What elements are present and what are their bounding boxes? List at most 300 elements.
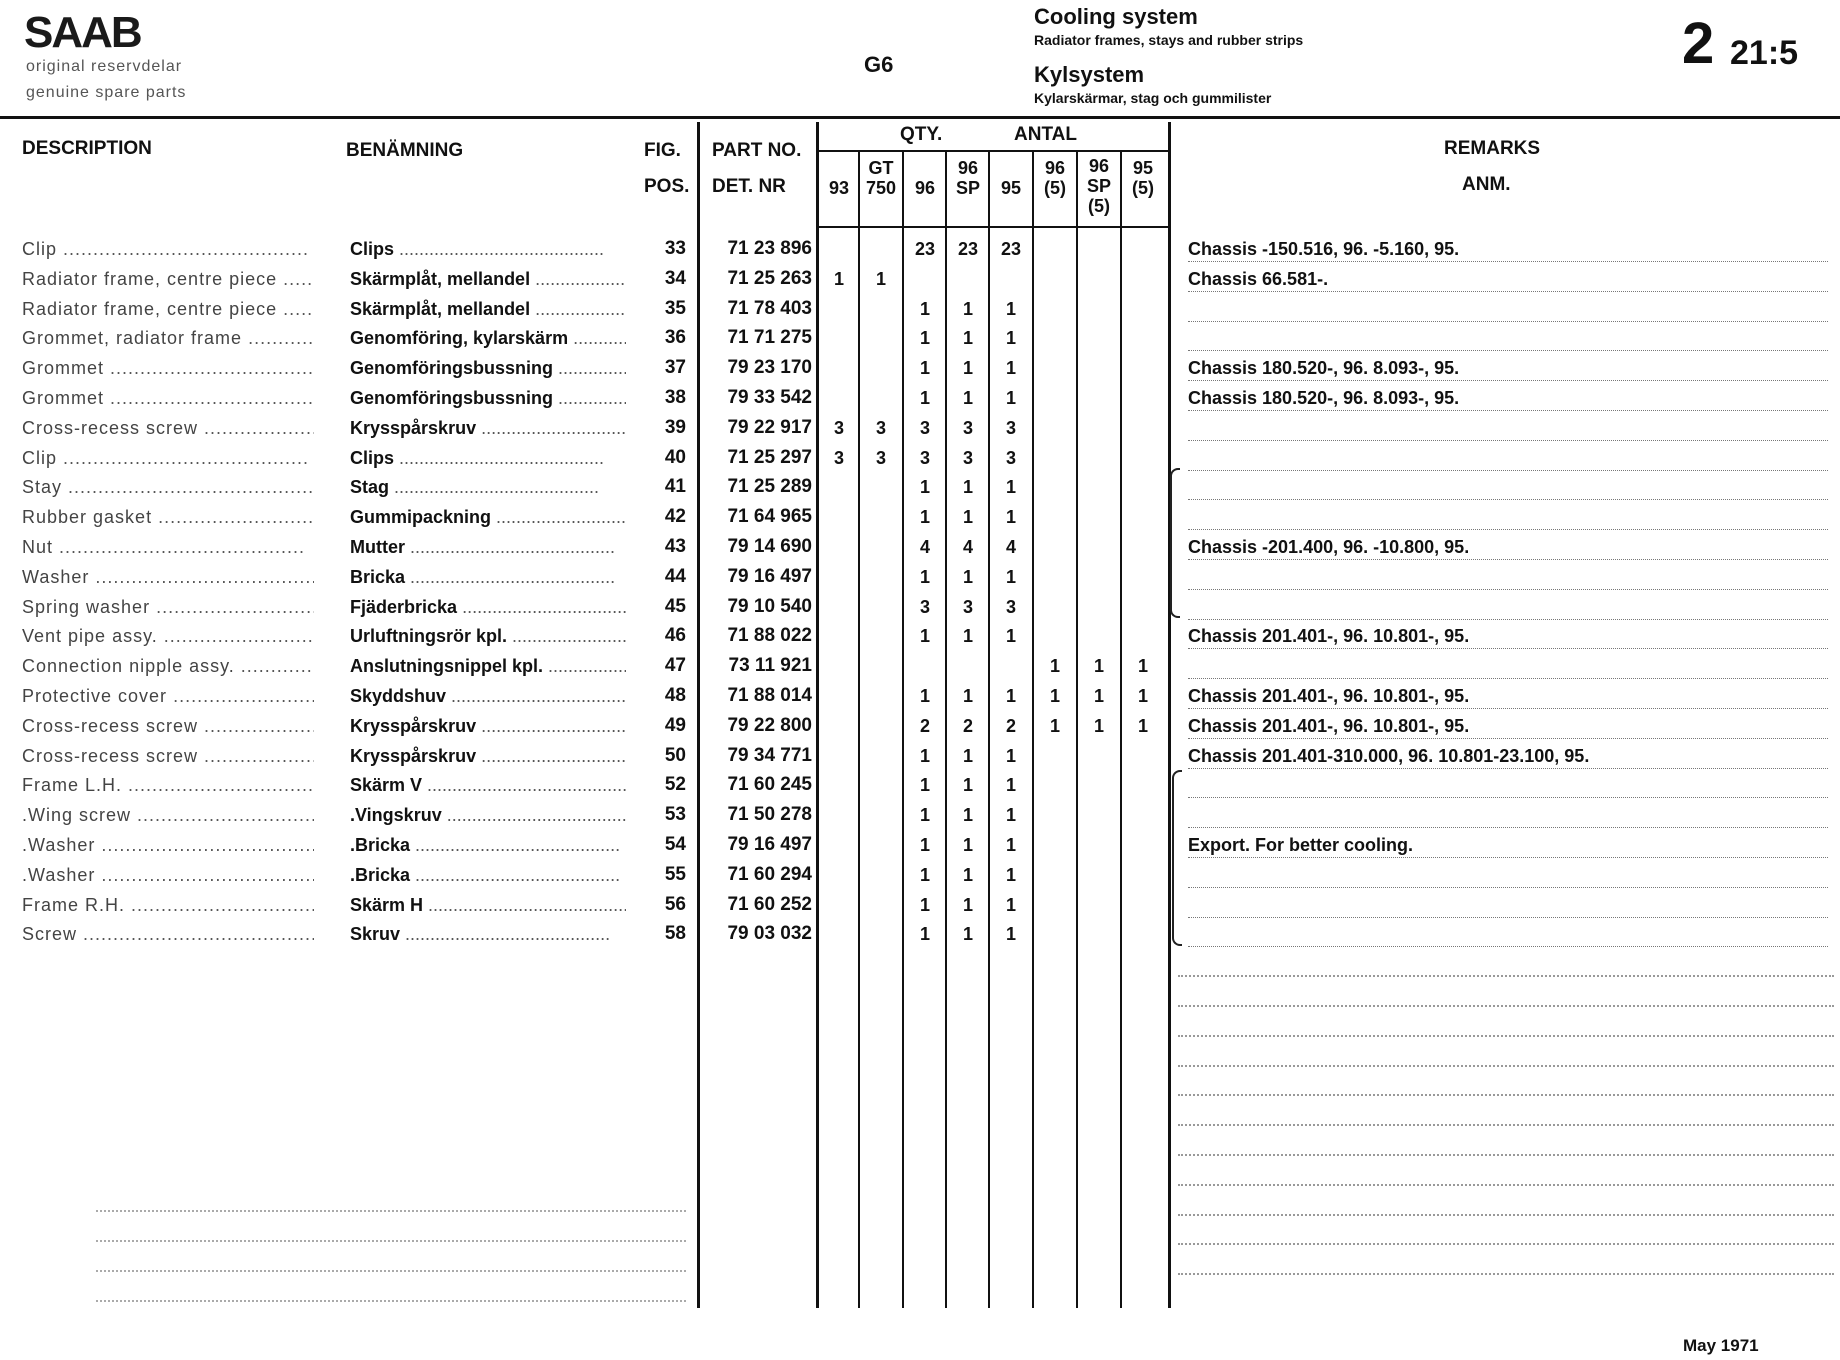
- qty-cell: [1034, 532, 1076, 562]
- remark-cell: [1188, 294, 1828, 322]
- qty-cell: [947, 651, 989, 681]
- qty-cell: [1122, 919, 1164, 949]
- qty-cell: [1034, 413, 1076, 443]
- table-row: [0, 234, 1840, 264]
- remark-cell: [1188, 800, 1828, 828]
- col-description: DESCRIPTION: [22, 138, 152, 159]
- qty-cell: [1122, 383, 1164, 413]
- qty-col-header-top: 96: [957, 158, 979, 178]
- qty-cell: 1: [875, 268, 886, 289]
- remark-cell: [1188, 323, 1828, 351]
- group-code: G6: [864, 52, 894, 77]
- fig-pos-cell: 34: [664, 267, 686, 289]
- fig-pos-cell: 50: [664, 744, 686, 766]
- benamning-cell: Krysspårskruv .....: [350, 413, 626, 443]
- part-number-cell: 79 03 032: [727, 923, 812, 945]
- qty-cell: 1: [833, 268, 844, 289]
- empty-remark-line: [1178, 1273, 1834, 1275]
- qty-cell: 1: [1005, 745, 1016, 766]
- remark-cell: Chassis 66.581-.: [1188, 264, 1828, 292]
- qty-cell: [860, 592, 902, 622]
- qty-cell: [1034, 919, 1076, 949]
- remark-cell: [1188, 413, 1828, 441]
- qty-cell: 1: [1005, 805, 1016, 826]
- qty-cell: [860, 860, 902, 890]
- benamning-cell: Clips .....: [350, 234, 626, 264]
- part-number-cell: 71 50 278: [727, 804, 812, 826]
- qty-cell: 1: [962, 298, 973, 319]
- qty-cell: [860, 562, 902, 592]
- qty-cell: [818, 741, 860, 771]
- part-number-cell: 79 10 540: [727, 595, 812, 617]
- qty-cell: [1078, 472, 1120, 502]
- benamning-cell: .Vingskruv .....: [350, 800, 626, 830]
- col-qty: QTY.: [900, 124, 943, 145]
- description-cell: Washer .....: [22, 562, 314, 592]
- qty-cell: 3: [875, 447, 886, 468]
- description-cell: .Washer .....: [22, 860, 314, 890]
- qty-cell: 1: [962, 328, 973, 349]
- qty-cell: [1122, 413, 1164, 443]
- empty-remark-line: [1178, 1243, 1834, 1245]
- part-number-cell: 79 22 917: [727, 416, 812, 438]
- benamning-cell: .Bricka .....: [350, 830, 626, 860]
- remark-cell: Chassis 180.520-, 96. 8.093-, 95.: [1188, 353, 1828, 381]
- qty-cell: [818, 621, 860, 651]
- qty-col-header-bottom: SP: [955, 178, 980, 198]
- qty-cell: [1034, 264, 1076, 294]
- remark-brace-lower: [1172, 770, 1182, 946]
- qty-cell: [1078, 919, 1120, 949]
- qty-cell: 1: [919, 566, 930, 587]
- qty-cell: 1: [1005, 626, 1016, 647]
- qty-cell: 1: [1093, 715, 1104, 736]
- qty-cell: 1: [1049, 656, 1060, 677]
- qty-cell: [1122, 562, 1164, 592]
- qty-cell: [1122, 800, 1164, 830]
- table-row: [0, 323, 1840, 353]
- remark-cell: Chassis 201.401-, 96. 10.801-, 95.: [1188, 681, 1828, 709]
- qty-cell: [1122, 741, 1164, 771]
- table-row: [0, 711, 1840, 741]
- qty-cell: 23: [957, 239, 979, 259]
- col-remarks: REMARKS: [1444, 138, 1541, 159]
- table-row: [0, 532, 1840, 562]
- remark-cell: Chassis -201.400, 96. -10.800, 95.: [1188, 532, 1828, 560]
- qty-cell: 1: [919, 328, 930, 349]
- qty-cell: [818, 323, 860, 353]
- header-rule: [0, 116, 1840, 119]
- part-number-cell: 79 14 690: [727, 536, 812, 557]
- qty-cell: [860, 234, 902, 264]
- benamning-cell: Skärmplåt, mellandel .....: [350, 264, 626, 294]
- benamning-cell: Skyddshuv .....: [350, 681, 626, 711]
- qty-cell: [818, 532, 860, 562]
- qty-cell: [1122, 294, 1164, 324]
- col-part-no: PART NO.: [712, 140, 802, 161]
- qty-cell: [1078, 413, 1120, 443]
- qty-cell: 1: [962, 358, 973, 379]
- qty-cell: [818, 472, 860, 502]
- qty-cell: 1: [1005, 686, 1016, 706]
- remark-cell: Chassis 180.520-, 96. 8.093-, 95.: [1188, 383, 1828, 411]
- qty-cell: [860, 890, 902, 920]
- description-cell: Frame R.H. .....: [22, 890, 314, 920]
- qty-cell: [1078, 800, 1120, 830]
- qty-col-header: [1078, 156, 1120, 216]
- qty-cell: 1: [919, 477, 930, 498]
- qty-cell: [1122, 472, 1164, 502]
- qty-cell: 1: [1137, 656, 1148, 677]
- description-cell: Cross-recess screw .....: [22, 711, 314, 741]
- col-pos: POS.: [644, 176, 690, 197]
- part-number-cell: 71 25 297: [727, 446, 812, 468]
- qty-col-header: [990, 158, 1032, 198]
- fig-pos-cell: 48: [664, 685, 686, 706]
- empty-remark-line: [1178, 1065, 1834, 1067]
- remark-cell: [1188, 860, 1828, 888]
- remark-cell: [1188, 651, 1828, 679]
- fig-pos-cell: 35: [664, 297, 686, 319]
- table-row: [0, 860, 1840, 890]
- qty-cell: 1: [962, 507, 973, 528]
- qty-cell: 1: [1093, 656, 1104, 677]
- qty-cell: [860, 383, 902, 413]
- description-cell: Nut .....: [22, 532, 314, 562]
- qty-cell: 1: [962, 686, 973, 706]
- description-cell: Frame L.H. .....: [22, 770, 314, 800]
- qty-cell: 1: [1049, 686, 1060, 706]
- qty-col-header-bottom: (5): [1044, 178, 1066, 198]
- remark-cell: Chassis 201.401-, 96. 10.801-, 95.: [1188, 711, 1828, 739]
- fig-pos-cell: 54: [664, 834, 686, 855]
- qty-cell: 1: [962, 924, 973, 945]
- empty-remark-line: [1178, 975, 1834, 977]
- qty-cell: [990, 651, 1032, 681]
- benamning-cell: Genomföringsbussning .....: [350, 383, 626, 413]
- qty-cell: 23: [1000, 239, 1022, 259]
- table-row: [0, 353, 1840, 383]
- qty-cell: [860, 770, 902, 800]
- qty-cell: [860, 681, 902, 711]
- qty-cell: 3: [833, 447, 844, 468]
- qty-cell: 1: [962, 835, 973, 855]
- qty-cell: 1: [962, 745, 973, 766]
- qty-cell: [1122, 532, 1164, 562]
- fig-pos-cell: 41: [664, 476, 686, 498]
- qty-cell: 3: [919, 447, 930, 468]
- fig-pos-cell: 55: [664, 863, 686, 885]
- qty-col-header-bottom: (5): [1088, 196, 1110, 216]
- qty-cell: 1: [1005, 924, 1016, 945]
- qty-col-header: [860, 158, 902, 198]
- table-row: [0, 502, 1840, 532]
- qty-cell: [818, 890, 860, 920]
- qty-cell: [1078, 383, 1120, 413]
- table-row: [0, 472, 1840, 502]
- qty-cell: [1122, 323, 1164, 353]
- empty-remark-line: [1178, 1094, 1834, 1096]
- description-cell: Grommet .....: [22, 383, 314, 413]
- fig-pos-cell: 46: [664, 625, 686, 647]
- qty-cell: [1122, 443, 1164, 473]
- qty-cell: [818, 651, 860, 681]
- fig-pos-cell: 45: [664, 595, 686, 617]
- qty-cell: 1: [962, 894, 973, 915]
- qty-cell: 2: [1005, 715, 1016, 736]
- qty-cell: [1122, 353, 1164, 383]
- qty-cell: 1: [919, 864, 930, 885]
- part-number-cell: 71 23 896: [727, 238, 812, 259]
- qty-cell: [1078, 443, 1120, 473]
- benamning-cell: Skruv .....: [350, 919, 626, 949]
- qty-cell: [818, 770, 860, 800]
- qty-col-header-top: 96 SP: [1086, 156, 1111, 196]
- remark-brace-upper: [1170, 468, 1180, 618]
- qty-cell: [1034, 353, 1076, 383]
- remark-cell: [1188, 770, 1828, 798]
- qty-cell: 1: [1093, 686, 1104, 706]
- qty-cell: [860, 472, 902, 502]
- qty-cell: 1: [919, 507, 930, 528]
- qty-cell: 1: [962, 388, 973, 408]
- qty-col-header-bottom: (5): [1132, 178, 1154, 198]
- qty-cell: [860, 651, 902, 681]
- description-cell: .Wing screw .....: [22, 800, 314, 830]
- qty-col-header-top: 96: [1044, 158, 1066, 178]
- qty-cell: [1034, 890, 1076, 920]
- qty-cell: 1: [1005, 358, 1016, 379]
- qty-cell: [1034, 443, 1076, 473]
- fig-pos-cell: 52: [664, 774, 686, 796]
- description-cell: Rubber gasket .....: [22, 502, 314, 532]
- col-benamning: BENÄMNING: [346, 140, 464, 161]
- benamning-cell: .Bricka .....: [350, 860, 626, 890]
- remark-cell: [1188, 443, 1828, 471]
- qty-cell: 1: [919, 686, 930, 706]
- qty-cell: [1122, 770, 1164, 800]
- qty-cell: [990, 264, 1032, 294]
- qty-cell: 1: [1005, 835, 1016, 855]
- benamning-cell: Gummipackning .....: [350, 502, 626, 532]
- fig-pos-cell: 43: [664, 536, 686, 557]
- qty-cell: 1: [919, 775, 930, 796]
- description-cell: Grommet .....: [22, 353, 314, 383]
- fig-pos-cell: 56: [664, 893, 686, 915]
- empty-entry-line: [96, 1240, 686, 1242]
- remark-cell: [1188, 562, 1828, 590]
- qty-cell: [818, 830, 860, 860]
- qty-cell: 1: [919, 298, 930, 319]
- qty-cell: 1: [1005, 566, 1016, 587]
- qty-cell: [860, 323, 902, 353]
- qty-cell: [1034, 294, 1076, 324]
- qty-cell: [1122, 234, 1164, 264]
- part-number-cell: 71 60 245: [727, 774, 812, 796]
- qty-cell: 1: [919, 894, 930, 915]
- description-cell: Vent pipe assy. .....: [22, 621, 314, 651]
- qty-cell: [1078, 264, 1120, 294]
- qty-col-header-bottom: 96: [914, 178, 936, 198]
- qty-cell: 1: [1005, 775, 1016, 796]
- qty-cell: [1078, 562, 1120, 592]
- qty-cell: 1: [962, 775, 973, 796]
- qty-cell: [1122, 502, 1164, 532]
- qty-cell: [904, 264, 946, 294]
- qty-cell: 1: [919, 626, 930, 647]
- benamning-cell: Anslutningsnippel kpl. .....: [350, 651, 626, 681]
- qty-cell: 4: [1005, 537, 1016, 557]
- qty-cell: 1: [1005, 507, 1016, 528]
- col-fig: FIG.: [644, 140, 681, 161]
- part-number-cell: 71 60 252: [727, 893, 812, 915]
- qty-cell: 1: [919, 805, 930, 826]
- part-number-cell: 71 88 022: [727, 625, 812, 647]
- benamning-cell: Genomföring, kylarskärm .....: [350, 323, 626, 353]
- fig-pos-cell: 38: [664, 387, 686, 408]
- qty-cell: [818, 711, 860, 741]
- benamning-cell: Skärm H .....: [350, 890, 626, 920]
- empty-remark-line: [1178, 1154, 1834, 1156]
- title-english: Cooling system: [1034, 4, 1198, 29]
- qty-cell: [1078, 741, 1120, 771]
- qty-cell: [1122, 621, 1164, 651]
- qty-cell: [1078, 592, 1120, 622]
- fig-pos-cell: 33: [664, 238, 686, 259]
- qty-cell: [860, 502, 902, 532]
- qty-cell: 1: [962, 805, 973, 826]
- description-cell: Clip .....: [22, 443, 314, 473]
- qty-cell: 3: [875, 417, 886, 438]
- qty-cell: [1078, 502, 1120, 532]
- description-cell: Cross-recess screw .....: [22, 741, 314, 771]
- qty-cell: 3: [919, 596, 930, 617]
- part-number-cell: 79 34 771: [727, 744, 812, 766]
- benamning-cell: Clips .....: [350, 443, 626, 473]
- fig-pos-cell: 49: [664, 714, 686, 736]
- benamning-cell: Fjäderbricka .....: [350, 592, 626, 622]
- qty-cell: [1078, 621, 1120, 651]
- qty-cell: [1122, 264, 1164, 294]
- qty-cell: [1034, 830, 1076, 860]
- remark-cell: [1188, 592, 1828, 620]
- qty-cell: 3: [962, 417, 973, 438]
- qty-cell: [1078, 323, 1120, 353]
- qty-cell: 1: [919, 835, 930, 855]
- part-number-cell: 73 11 921: [728, 655, 812, 677]
- fig-pos-cell: 44: [664, 565, 686, 587]
- qty-cell: [860, 621, 902, 651]
- qty-col-header-bottom: 93: [828, 178, 850, 198]
- qty-cell: [1034, 383, 1076, 413]
- qty-cell: [1078, 234, 1120, 264]
- part-number-cell: 71 64 965: [727, 506, 812, 528]
- benamning-cell: Skärmplåt, mellandel .....: [350, 294, 626, 324]
- description-cell: .Washer .....: [22, 830, 314, 860]
- benamning-cell: Skärm V .....: [350, 770, 626, 800]
- benamning-cell: Krysspårskruv .....: [350, 741, 626, 771]
- qty-col-header: [947, 158, 989, 198]
- remark-cell: [1188, 472, 1828, 500]
- page-number-sub: 21:5: [1730, 34, 1799, 72]
- part-number-cell: 79 33 542: [727, 387, 812, 408]
- qty-cell: [1034, 562, 1076, 592]
- benamning-cell: Krysspårskruv .....: [350, 711, 626, 741]
- qty-col-header: [1034, 158, 1076, 198]
- description-cell: Radiator frame, centre piece .....: [22, 294, 314, 324]
- qty-cell: 1: [1005, 477, 1016, 498]
- qty-cell: 4: [962, 537, 973, 557]
- description-cell: Protective cover .....: [22, 681, 314, 711]
- remark-cell: Export. For better cooling.: [1188, 830, 1828, 858]
- benamning-cell: Mutter .....: [350, 532, 626, 562]
- qty-col-header-top: 95: [1132, 158, 1154, 178]
- qty-cell: 3: [962, 596, 973, 617]
- qty-cell: 2: [962, 715, 973, 736]
- qty-col-header-bottom: 95: [1000, 178, 1022, 198]
- qty-cell: 1: [1005, 864, 1016, 885]
- qty-cell: 1: [1049, 715, 1060, 736]
- part-number-cell: 79 16 497: [727, 565, 812, 587]
- qty-cell: [1078, 353, 1120, 383]
- table-row: [0, 741, 1840, 771]
- qty-cell: 3: [833, 417, 844, 438]
- empty-entry-line: [96, 1270, 686, 1272]
- qty-cell: [1034, 234, 1076, 264]
- table-row: [0, 890, 1840, 920]
- qty-cell: [860, 532, 902, 562]
- table-row: [0, 294, 1840, 324]
- fig-pos-cell: 47: [664, 655, 686, 677]
- benamning-cell: Urluftningsrör kpl. .....: [350, 621, 626, 651]
- qty-header-rule: [816, 150, 1168, 152]
- qty-col-header-top: [990, 158, 1032, 178]
- qty-cell: [1078, 890, 1120, 920]
- brand-logo: SAAB: [24, 8, 141, 57]
- description-cell: Radiator frame, centre piece .....: [22, 264, 314, 294]
- table-row: [0, 681, 1840, 711]
- qty-cell: [1034, 502, 1076, 532]
- description-cell: Grommet, radiator frame .....: [22, 323, 314, 353]
- table-row: [0, 919, 1840, 949]
- empty-remark-line: [1178, 1184, 1834, 1186]
- qty-cell: [860, 830, 902, 860]
- qty-cell: [1034, 472, 1076, 502]
- qty-cell: [1122, 860, 1164, 890]
- qty-col-header: [1122, 158, 1164, 198]
- qty-cell: 3: [1005, 417, 1016, 438]
- table-row: [0, 383, 1840, 413]
- part-number-cell: 71 88 014: [727, 685, 812, 706]
- empty-entry-line: [96, 1210, 686, 1212]
- qty-cell: [1034, 770, 1076, 800]
- qty-cell: [860, 800, 902, 830]
- empty-remark-line: [1178, 1035, 1834, 1037]
- empty-entry-line: [96, 1300, 686, 1302]
- part-number-cell: 79 16 497: [727, 834, 812, 855]
- qty-cell: [860, 741, 902, 771]
- table-row: [0, 443, 1840, 473]
- empty-remark-line: [1178, 1214, 1834, 1216]
- qty-cell: 1: [962, 864, 973, 885]
- qty-cell: 1: [1137, 715, 1148, 736]
- table-row: [0, 413, 1840, 443]
- qty-cell: [1122, 890, 1164, 920]
- qty-cell: [860, 294, 902, 324]
- qty-cell: 1: [1005, 298, 1016, 319]
- fig-pos-cell: 36: [664, 327, 686, 349]
- qty-cell: [1078, 830, 1120, 860]
